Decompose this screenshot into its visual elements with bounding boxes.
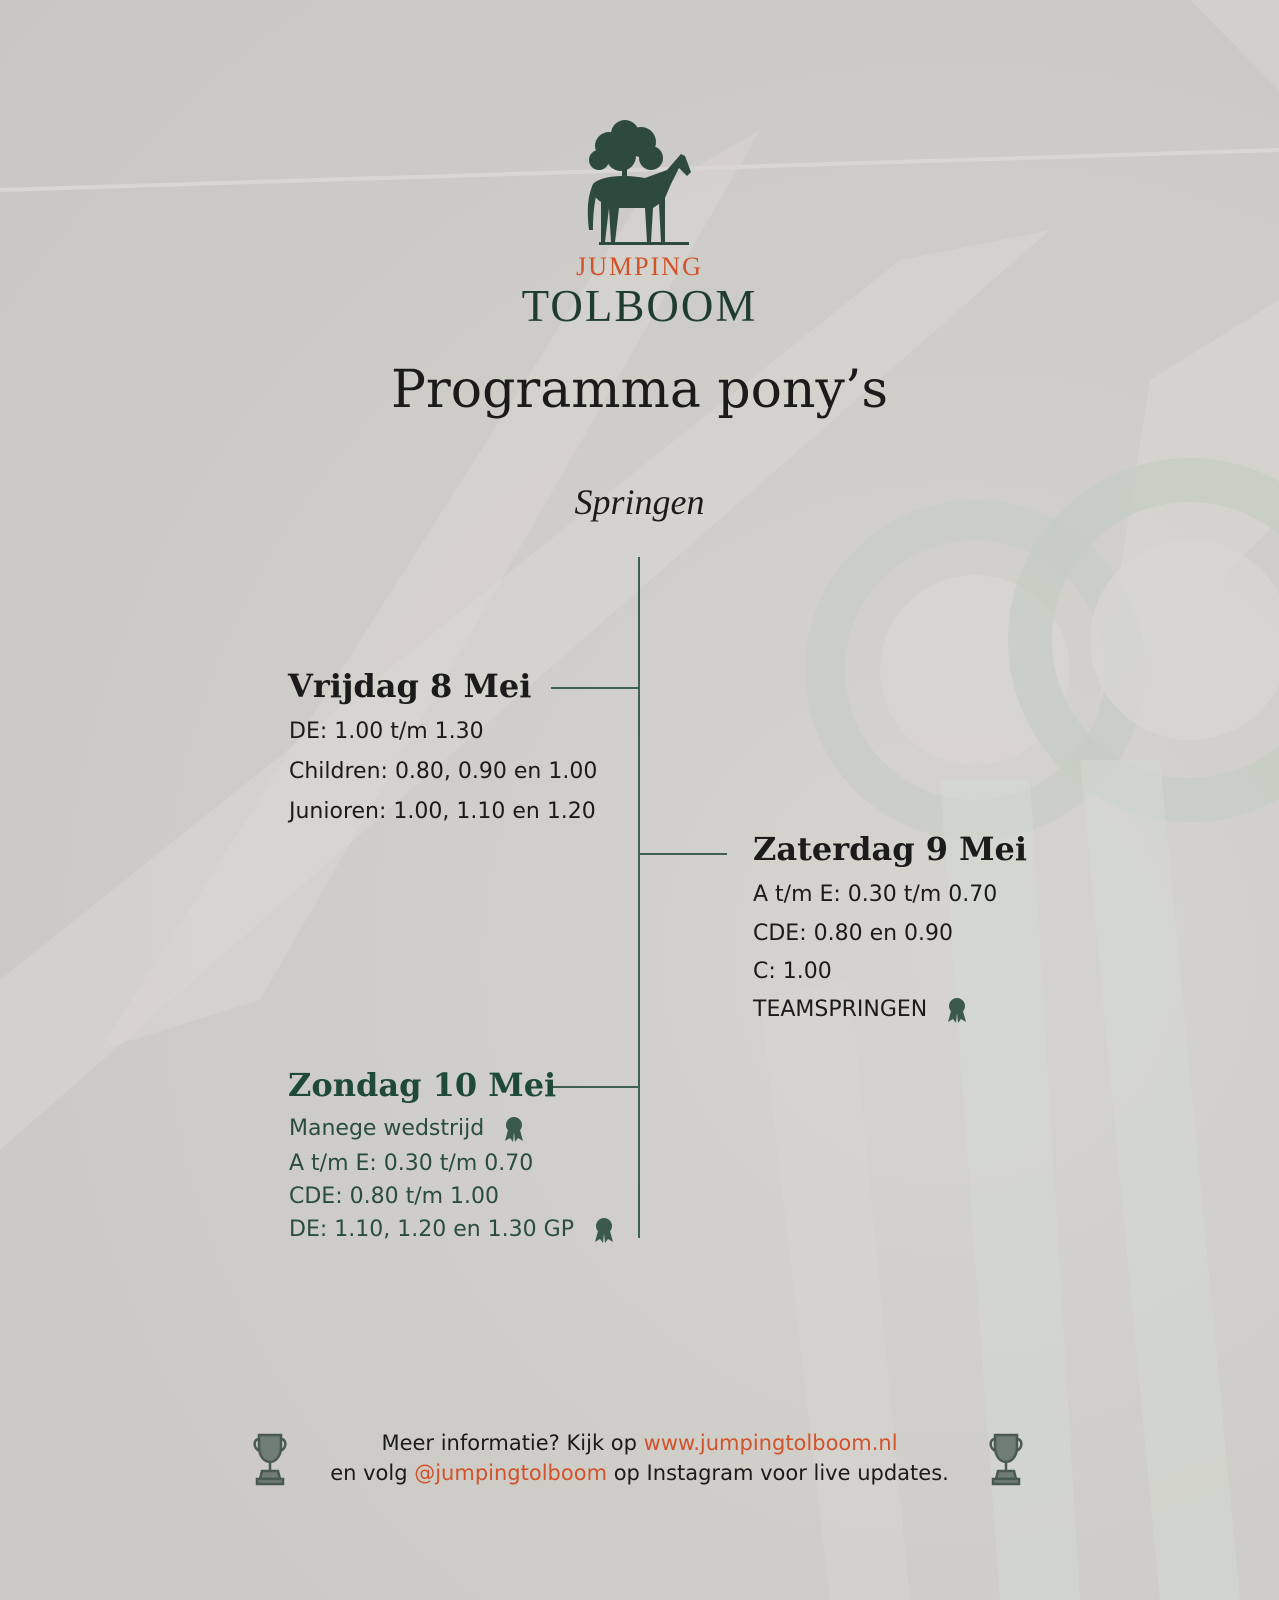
sunday-class-1: Manege wedstrijd [289, 1116, 485, 1141]
saturday-class-2: CDE: 0.80 en 0.90 [753, 921, 954, 946]
saturday-class-4-row [753, 997, 968, 1023]
footer-line-2 [0, 1461, 1279, 1485]
sunday-class-1-row [289, 1116, 525, 1142]
sunday-class-4: DE: 1.10, 1.20 en 1.30 GP [289, 1217, 574, 1242]
saturday-class-1: A t/m E: 0.30 t/m 0.70 [753, 882, 998, 907]
tree-horse-logo-icon [579, 112, 705, 248]
timeline-connector-saturday [639, 853, 727, 855]
friday-class-2: Children: 0.80, 0.90 en 1.00 [289, 759, 598, 784]
instagram-link[interactable]: @jumpingtolboom [414, 1461, 608, 1485]
footer-info-text: Meer informatie? Kijk op [381, 1431, 644, 1455]
saturday-class-3: C: 1.00 [753, 959, 832, 984]
timeline-connector-friday [551, 687, 639, 689]
day-heading-saturday: Zaterdag 9 Mei [753, 830, 1028, 868]
ribbon-icon [593, 1217, 615, 1243]
ribbon-icon [946, 997, 968, 1023]
section-subtitle: Springen [574, 482, 705, 522]
sunday-class-3: CDE: 0.80 t/m 1.00 [289, 1184, 500, 1209]
page-title: Programma pony’s [390, 360, 889, 420]
saturday-class-4: TEAMSPRINGEN [753, 997, 928, 1022]
timeline-connector-sunday [550, 1086, 639, 1088]
friday-class-3: Junioren: 1.00, 1.10 en 1.20 [289, 799, 596, 824]
brand-jumping: JUMPING [576, 252, 703, 281]
sunday-class-2: A t/m E: 0.30 t/m 0.70 [289, 1151, 534, 1176]
ribbon-icon [503, 1116, 525, 1142]
website-link[interactable]: www.jumpingtolboom.nl [643, 1431, 898, 1455]
footer-follow-text: en volg [330, 1461, 415, 1485]
footer-instagram-text: op Instagram voor live updates. [607, 1461, 949, 1485]
timeline-line [638, 557, 640, 1238]
brand-tolboom: TOLBOOM [521, 281, 758, 331]
sunday-class-4-row [289, 1217, 615, 1243]
friday-class-1: DE: 1.00 t/m 1.30 [289, 719, 484, 744]
day-heading-friday: Vrijdag 8 Mei [288, 667, 532, 705]
day-heading-sunday: Zondag 10 Mei [288, 1066, 557, 1104]
footer-line-1 [0, 1431, 1279, 1455]
